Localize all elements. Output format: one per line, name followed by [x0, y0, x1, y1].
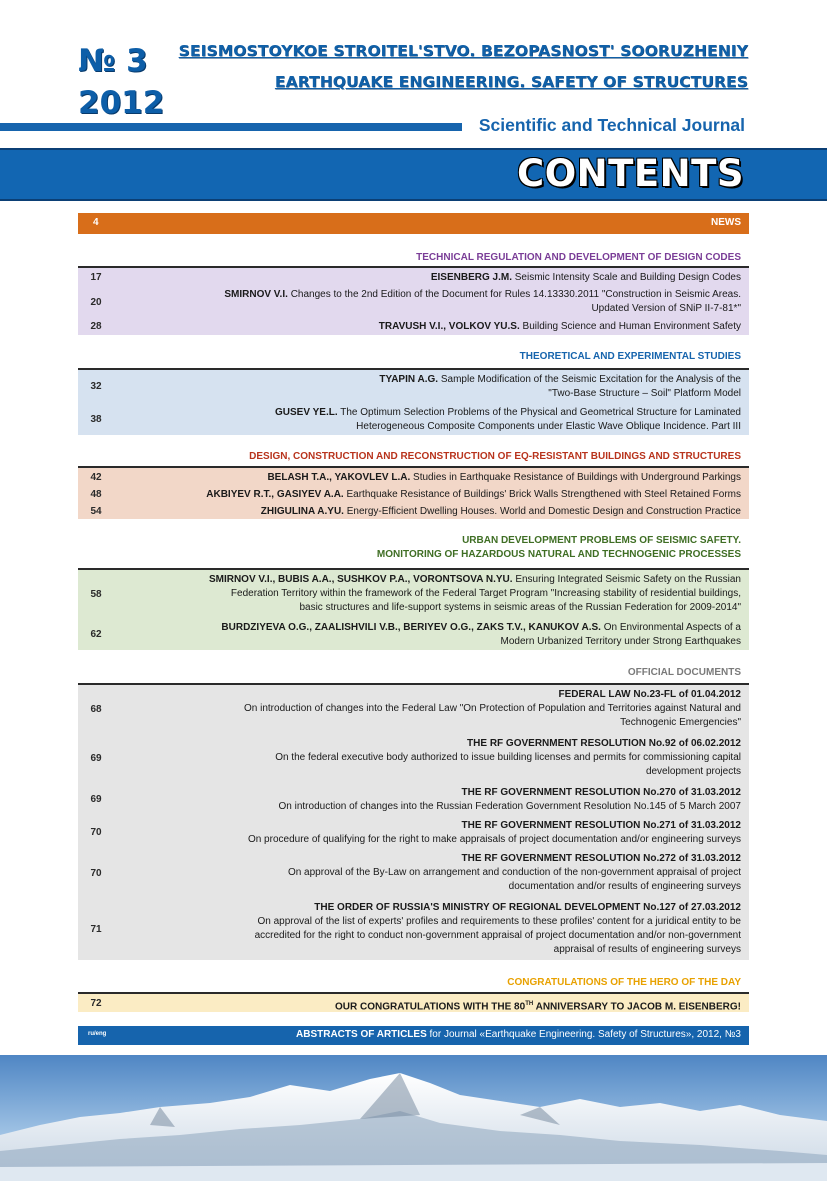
entry-title: The Optimum Selection Problems of the Physical and Geometrical Structure for Laminated [340, 407, 741, 418]
toc-entry[interactable] [78, 270, 749, 286]
entry-page: 71 [90, 924, 102, 935]
section-design [78, 466, 749, 519]
toc-entry[interactable] [78, 900, 749, 960]
entry-heading: THE ORDER OF RUSSIA'S MINISTRY OF REGIONAL DEVELOPMENT No.127 of 27.03.2012 [314, 902, 741, 913]
entry-page: 70 [90, 868, 102, 879]
entry-title-cont: Heterogeneous Composite Components under Elastic Wave Oblique Incidence. Part III [356, 421, 741, 432]
entry-text [121, 271, 741, 285]
entry-description-cont: development projects [645, 766, 741, 777]
mountain-photo [0, 1055, 827, 1181]
entry-page: 20 [90, 297, 102, 308]
issue-block [78, 40, 164, 124]
entry-author: BURDZIYEVA O.G., ZAALISHVILI V.B., BERIYEV O.G., ZAKS T.V., KANUKOV A.S. [221, 622, 601, 633]
entry-page: 70 [90, 827, 102, 838]
entry-text [121, 786, 741, 814]
toc-entry[interactable] [78, 687, 749, 733]
entry-author: TRAVUSH V.I., VOLKOV YU.S. [378, 321, 520, 332]
entry-description: On introduction of changes into the Federal Law "On Protection of Population and Territories against Natural and [244, 703, 741, 714]
entry-description-cont: Technogenic Emergencies" [620, 717, 741, 728]
entry-author: GUSEV YE.L. [275, 407, 338, 418]
toc-entry[interactable] [78, 487, 749, 503]
toc-entry[interactable] [78, 818, 749, 849]
entry-description: On approval of the list of experts' profiles and requirements to these profiles' content for a juridical entity to be [257, 916, 741, 927]
entry-description: On the federal executive body authorized to issue building licenses and permits for commissioning capital [275, 752, 741, 763]
entry-description-cont: accredited for the right to conduct non-government appraisal of project documentation and/or non-government [254, 930, 741, 941]
entry-page: 72 [90, 998, 102, 1009]
entry-page: 58 [90, 589, 102, 600]
section-title-technical: TECHNICAL REGULATION AND DEVELOPMENT OF DESIGN CODES [416, 252, 741, 263]
toc-entry[interactable] [78, 851, 749, 897]
entry-description-cont: documentation and/or results of engineering surveys [508, 881, 741, 892]
entry-title: Earthquake Resistance of Buildings' Brick Walls Strengthened with Steel Retained Forms [346, 489, 741, 500]
entry-description: On procedure of qualifying for the right to make appraisals of project documentation and/or engineering surveys [247, 834, 741, 845]
news-row[interactable] [78, 213, 749, 234]
entry-text [121, 901, 741, 957]
entry-title: Seismic Intensity Scale and Building Design Codes [514, 272, 741, 283]
congrats-text-b: ANNIVERSARY TO JACOB M. EISENBERG! [533, 1001, 741, 1013]
entry-author: EISENBERG J.M. [430, 272, 512, 283]
toc-entry[interactable] [78, 572, 749, 618]
entry-text [121, 373, 741, 401]
section-title-design: DESIGN, CONSTRUCTION AND RECONSTRUCTION OF EQ-RESISTANT BUILDINGS AND STRUCTURES [249, 451, 741, 462]
entry-description: On introduction of changes into the Russian Federation Government Resolution No.145 of 5 March 2007 [278, 801, 741, 812]
entry-page: 68 [90, 704, 102, 715]
entry-title: Changes to the 2nd Edition of the Document for Rules 14.13330.2011 "Construction in Seismic Areas. [290, 289, 741, 300]
section-technical [78, 266, 749, 335]
entry-title: Studies in Earthquake Resistance of Buildings with Underground Parkings [413, 472, 741, 483]
entry-text [121, 621, 741, 649]
entry-author: BELASH T.A., YAKOVLEV L.A. [267, 472, 411, 483]
entry-page: 69 [90, 753, 102, 764]
entry-author: SMIRNOV V.I. [224, 289, 288, 300]
abstracts-row[interactable] [78, 1026, 749, 1045]
entry-text [121, 852, 741, 894]
entry-text [121, 471, 741, 485]
toc-entry[interactable] [78, 995, 749, 1012]
entry-page: 62 [90, 629, 102, 640]
entry-title: On Environmental Aspects of a [603, 622, 741, 633]
entry-page: 17 [90, 272, 102, 283]
toc-entry[interactable] [78, 620, 749, 651]
entry-title-cont: Federation Territory within the framework of the Federal Target Program "Increasing stability of residential buildings, [230, 588, 741, 599]
toc-entry[interactable] [78, 319, 749, 335]
journal-subtitle: Scientific and Technical Journal [478, 115, 745, 135]
entry-page: 48 [90, 489, 102, 500]
entry-title-cont: "Two-Base Structure – Soil" Platform Model [548, 388, 741, 399]
entry-heading: THE RF GOVERNMENT RESOLUTION No.270 of 31.03.2012 [461, 787, 741, 798]
entry-text [121, 688, 741, 730]
entry-page: 28 [90, 321, 102, 332]
section-urban [78, 568, 749, 650]
contents-title: CONTENTS [517, 152, 744, 195]
entry-page: 38 [90, 414, 102, 425]
entry-text [121, 737, 741, 779]
section-title-congrats: CONGRATULATIONS OF THE HERO OF THE DAY [507, 977, 741, 988]
entry-text [121, 819, 741, 847]
entry-title: Building Science and Human Environment Safety [522, 321, 741, 332]
entry-title: Energy-Efficient Dwelling Houses. World and Domestic Design and Construction Practice [346, 506, 741, 517]
entry-title-cont: Modern Urbanized Territory under Strong Earthquakes [500, 636, 741, 647]
header-rule [0, 123, 462, 131]
abstracts-rest: for Journal «Earthquake Engineering. Safety of Structures», 2012, №3 [426, 1029, 741, 1040]
entry-title-cont: Updated Version of SNiP II-7-81*" [591, 303, 741, 314]
abstracts-text [296, 1029, 741, 1040]
entry-text [121, 997, 741, 1014]
toc-entry[interactable] [78, 785, 749, 816]
entry-page: 32 [90, 381, 102, 392]
entry-text [121, 488, 741, 502]
toc-entry[interactable] [78, 736, 749, 782]
section-title-theoretical: THEORETICAL AND EXPERIMENTAL STUDIES [519, 351, 741, 362]
section-theoretical [78, 368, 749, 435]
toc-entry[interactable] [78, 470, 749, 486]
news-page: 4 [93, 217, 99, 228]
journal-title-english: EARTHQUAKE ENGINEERING. SAFETY OF STRUCTURES [274, 73, 748, 91]
section-title-urban [377, 534, 741, 562]
contents-banner [0, 148, 827, 201]
section-official [78, 683, 749, 960]
toc-entry[interactable] [78, 405, 749, 436]
entry-title: Ensuring Integrated Seismic Safety on the Russian [515, 574, 741, 585]
section-congrats [78, 992, 749, 1012]
issue-number: № 3 [78, 43, 148, 79]
entry-heading: FEDERAL LAW No.23-FL of 01.04.2012 [558, 689, 741, 700]
entry-text [121, 320, 741, 334]
section-title-urban-line2: MONITORING OF HAZARDOUS NATURAL AND TECHNOGENIC PROCESSES [376, 549, 741, 560]
journal-title-translit: SEISMOSTOYKOE STROITEL'STVO. BEZOPASNOST' SOORUZHENIY [178, 42, 748, 60]
issue-year: 2012 [78, 85, 165, 121]
entry-heading: THE RF GOVERNMENT RESOLUTION No.272 of 31.03.2012 [461, 853, 741, 864]
entry-title: Sample Modification of the Seismic Excitation for the Analysis of the [440, 374, 741, 385]
entry-title-cont: basic structures and life-support systems in seismic areas of the Russian Federation for 2009-2014" [299, 602, 741, 613]
entry-author: SMIRNOV V.I., BUBIS A.A., SUSHKOV P.A., VORONTSOVA N.YU. [208, 574, 513, 585]
toc-entry[interactable] [78, 287, 749, 319]
section-title-official: OFFICIAL DOCUMENTS [627, 667, 741, 678]
entry-author: TYAPIN A.G. [379, 374, 439, 385]
entry-text [121, 573, 741, 615]
toc-entry[interactable] [78, 504, 749, 520]
entry-heading: THE RF GOVERNMENT RESOLUTION No.271 of 31.03.2012 [461, 820, 741, 831]
congrats-text-a: OUR CONGRATULATIONS WITH THE 80 [335, 1001, 526, 1013]
toc-entry[interactable] [78, 372, 749, 403]
section-title-urban-line1: URBAN DEVELOPMENT PROBLEMS OF SEISMIC SAFETY. [462, 535, 741, 546]
abstracts-bold: ABSTRACTS OF ARTICLES [296, 1029, 427, 1040]
news-label: NEWS [711, 217, 741, 228]
entry-text [121, 406, 741, 434]
abstracts-page: ru/eng [88, 1031, 107, 1037]
entry-author: AKBIYEV R.T., GASIYEV A.A. [206, 489, 344, 500]
entry-text [121, 288, 741, 316]
entry-heading: THE RF GOVERNMENT RESOLUTION No.92 of 06.02.2012 [467, 738, 741, 749]
entry-page: 69 [90, 794, 102, 805]
congrats-superscript: TH [525, 1001, 534, 1007]
entry-page: 54 [90, 506, 102, 517]
entry-page: 42 [90, 472, 102, 483]
entry-description: On approval of the By-Law on arrangement and conduction of the non-government appraisal of project [287, 867, 741, 878]
entry-text [121, 505, 741, 519]
entry-description-cont: appraisal of results of engineering surveys [553, 944, 741, 955]
entry-author: ZHIGULINA A.YU. [260, 506, 344, 517]
